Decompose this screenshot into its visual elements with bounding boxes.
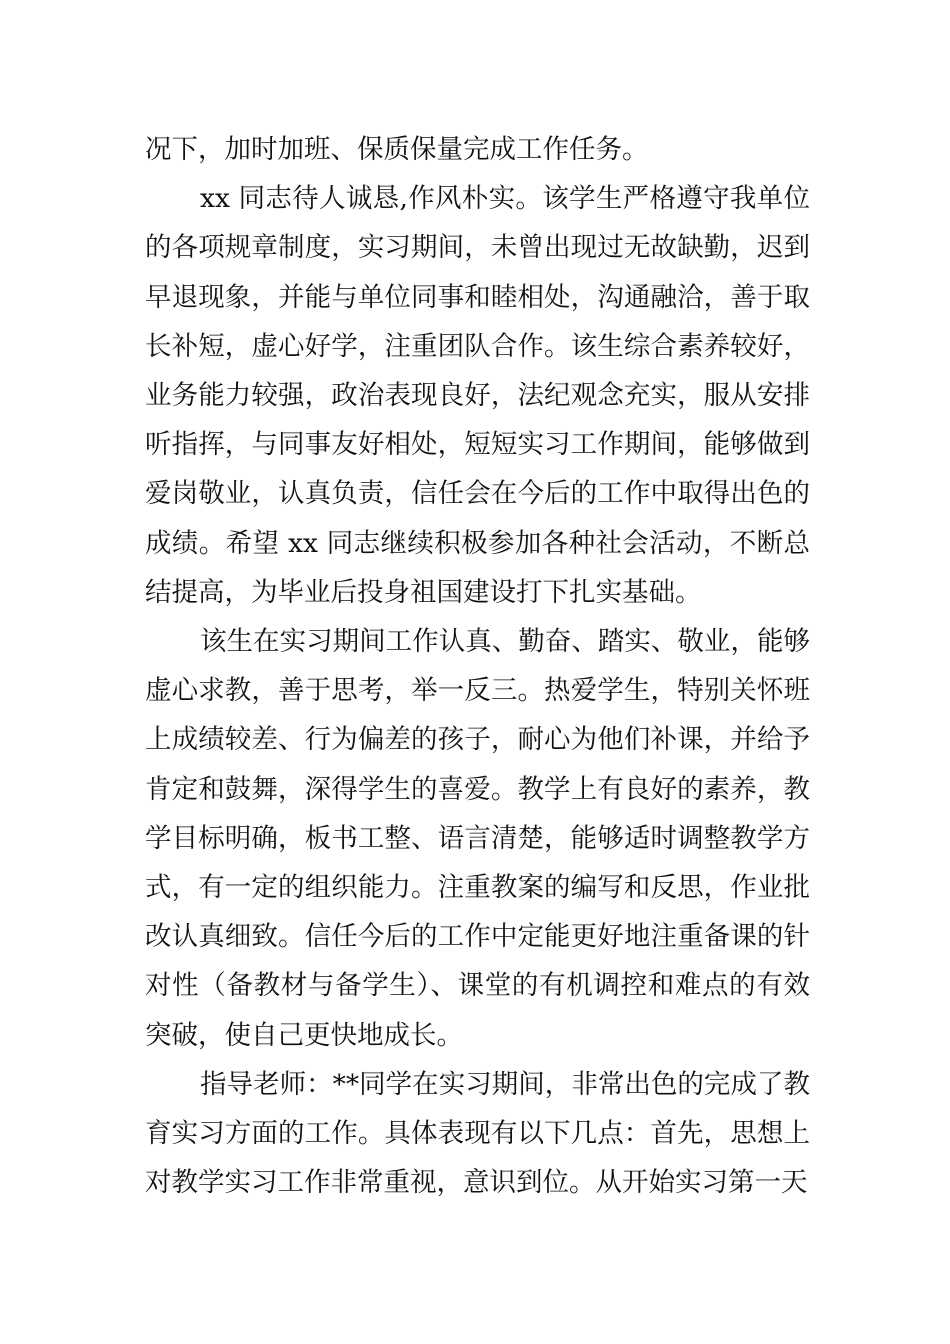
paragraph-continuation: 况下，加时加班、保质保量完成工作任务。 (145, 134, 649, 165)
document-body (145, 125, 810, 1207)
paragraph-teaching-evaluation: 该生在实习期间工作认真、勤奋、踏实、敬业，能够虚心求教，善于思考，举一反三。热爱学生，特别关怀班上成绩较差、行为偏差的孩子，耐心为他们补课，并给予肯定和鼓舞，深得学生的喜爱。教学上有良好的素养，教学目标明确，板书工整、语言清楚，能够适时调整教学方式，有一定的组织能力。注重教案的编写和反思，作业批改认真细致。信任今后的工作中定能更好地注重备课的针对性（备教材与备学生）、课堂的有机调控和难点的有效突破，使自己更快地成长。 (145, 626, 810, 1051)
paragraph-unit-evaluation: xx 同志待人诚恳,作风朴实。该学生严格遵守我单位的各项规章制度，实习期间，未曾出现过无故缺勤，迟到早退现象，并能与单位同事和睦相处，沟通融洽，善于取长补短，虚心好学，注重团队合作。该生综合素养较好，业务能力较强，政治表现良好，法纪观念充实，服从安排听指挥，与同事友好相处，短短实习工作期间，能够做到爱岗敬业，认真负责，信任会在今后的工作中取得出色的成绩。希望 xx 同志继续积极参加各种社会活动，不断总结提高，为毕业后投身祖国建设打下扎实基础。 (145, 183, 810, 608)
paragraph-advisor-evaluation: 指导老师：**同学在实习期间，非常出色的完成了教育实习方面的工作。具体表现有以下几点：首先，思想上对教学实习工作非常重视，意识到位。从开始实习第一天 (145, 1068, 810, 1199)
